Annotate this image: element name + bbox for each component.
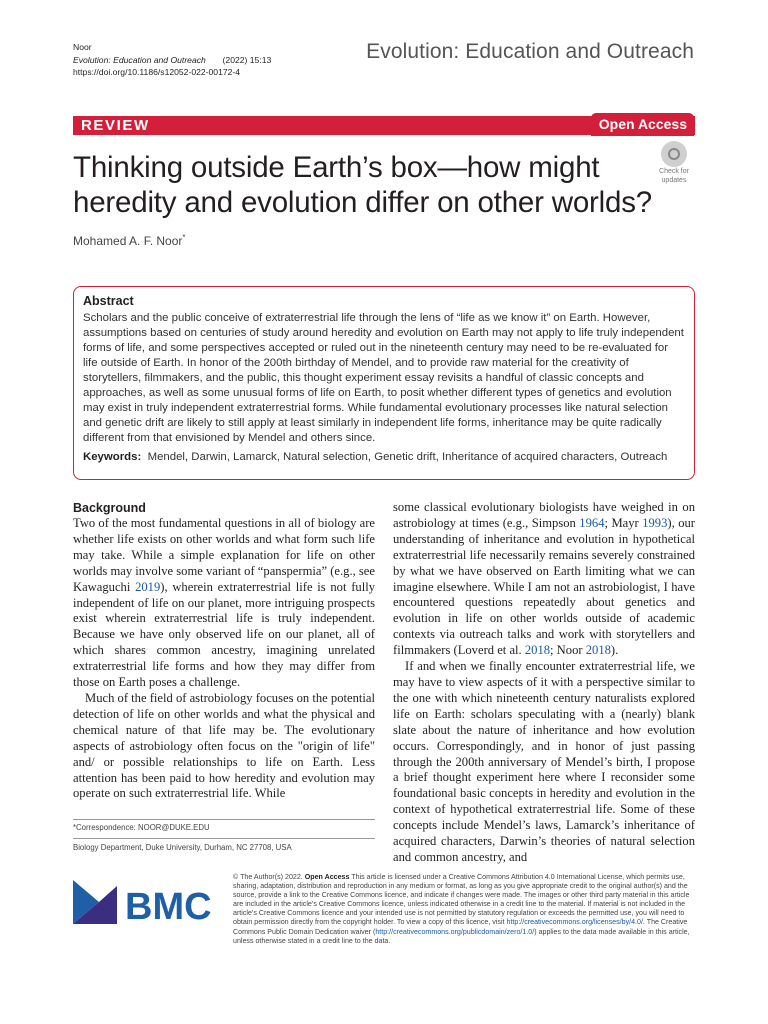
body-column-left [73,500,375,802]
citation-link[interactable]: 1964 [579,515,605,530]
journal-title: Evolution: Education and Outreach [366,40,694,63]
bmc-logo-text: BMC [125,886,212,928]
citation-link[interactable]: 2019 [135,579,161,594]
check-updates-icon [661,141,687,167]
paragraph: some classical evolutionary biologists have weighed in on astrobiology at times (e.g., Simpson 1964; Mayr 1993), our understanding of inheritance and evolution in hypothetical extraterrestrial life necessarily remains severely constrained by what we have observed on Earth limiting what we can imagine elsewhere. While I am not an astrobiologist, I have encountered questions repeatedly about genetics and evolution in life on other worlds outside of academic contexts via outreach talks and work with storytellers and filmmakers (Loverd et al. 2018; Noor 2018). [393,500,695,658]
author-line [73,233,186,248]
correspondence-note: *Correspondence: NOOR@DUKE.EDU [73,823,210,832]
citation-line [73,54,271,67]
footnote-divider [73,838,375,839]
footnote-divider [73,819,375,820]
section-heading: Background [73,501,146,515]
citation-volume: (2022) 15:13 [222,54,272,65]
citation-journal: Evolution: Education and Outreach [73,54,206,65]
body-column-right [393,500,695,866]
public-domain-link[interactable]: http://creativecommons.org/publicdomain/zero/1.0/ [375,927,535,936]
open-access-badge: Open Access [591,113,694,136]
article-type-label: REVIEW [81,117,150,134]
citation-block [73,41,271,79]
affiliation-note: Biology Department, Duke University, Durham, NC 27708, USA [73,843,292,852]
license-text: © The Author(s) 2022. Open Access This article is licensed under a Creative Commons Attribution 4.0 International License, which permits use, sharing, adaptation, distribution and reproduction in any medium or format, as long as you give appropriate credit to the original author(s) and the source, provide a link to the Creative Commons licence, and indicate if changes were made. The images or other third party material in this article are included in the article’s Creative Commons licence, unless indicated otherwise in a credit line to the material. If material is not included in the article’s Creative Commons licence and your intended use is not permitted by statutory regulation or exceeds the permitted use, you will need to obtain permission directly from the copyright holder. To view a copy of this licence, visit http://creativecommons.org/licenses/by/4.0/. The Creative Commons Public Domain Dedication waiver (http://creativecommons.org/publicdomain/zero/1.0/) applies to the data made available in this article, unless otherwise stated in a credit line to the data. [233,873,690,945]
keywords-line [83,450,685,465]
paragraph: Much of the field of astrobiology focuses on the potential detection of life on other worlds and what the physical and chemical nature of that life may be. The evolutionary aspects of astrobiology often focus on the "origin of life" and/ or possible relationships to life on Earth. Less attention has been paid to how heredity and evolution may operate on such extraterrestrial life. While [73,690,375,801]
citation-link[interactable]: 1993 [642,515,668,530]
license-link[interactable]: http://creativecommons.org/licenses/by/4.0/ [506,918,643,927]
citation-link[interactable]: 2018 [524,643,551,658]
running-author: Noor [73,42,92,52]
paragraph: If and when we finally encounter extraterrestrial life, we may have to view aspects of it with a perspective similar to the one with which nineteenth century naturalists explored life on Earth: scholars speculating with a (nearly) blank slate about the nature of inheritance and how evolution occurs. Correspondingly, and in honor of just passing through the 200th anniversary of Mendel’s birth, I propose a brief thought experiment here where I reconsider some foundational basic concepts in heredity and evolution in the context of hypothetical extraterrestrial life. Some of these concepts include Mendel’s laws, Lamarck’s inheritance of acquired characters, Darwin’s theories of natural selection and common ancestry, and [393,659,695,864]
abstract-box [73,286,695,480]
bmc-logo [73,872,223,932]
article-title: Thinking outside Earth’s box—how might heredity and evolution differ on other worlds? [73,151,652,219]
keywords-label: Keywords: [83,451,142,463]
check-updates-line1: Check for [659,168,689,175]
keywords-list: Mendel, Darwin, Lamarck, Natural selection, Genetic drift, Inheritance of acquired characters, Outreach [147,451,668,463]
doi-link[interactable]: https://doi.org/10.1186/s12052-022-00172-4 [73,67,241,77]
paragraph: Two of the most fundamental questions in all of biology are whether life exists on other worlds and what form such life may take. While a simple explanation for life on other worlds may involve some variant of “panspermia” (e.g., see Kawaguchi 2019), wherein extraterrestrial life is not fully independent of life on our planet, more intriguing prospects exist wherein extraterrestrial life is truly independent. Because we have only observed life on our planet, all of which shares common ancestry, imagining unrelated extraterrestrial life forms and how they may differ from those on Earth poses a challenge. [73,516,375,690]
abstract-text: Scholars and the public conceive of extraterrestrial life through the lens of “life as we know it” on Earth. However, assumptions based on centuries of study around heredity and evolution on Earth may not apply to life truly independent forms of life, and some perspectives accepted or ruled out in the nineteenth century may need to be re-evaluated for life outside of Earth. In honor of the 200th birthday of Mendel, and to provide raw material for the creativity of storytellers, filmmakers, and the public, this thought experiment essay revisits a handful of classic concepts and approaches, as well as some unusual forms of life on Earth, to posit whether different types of genetics and evolution may exist in truly independent extraterrestrial forms. While fundamental evolutionary processes like natural selection and genetic drift are likely to still apply at least similarly in independent life forms, inheritance may be quite radically different from that envisioned by Mendel and others since. [83,312,684,444]
bmc-logo-graphic [73,872,223,932]
author-name[interactable]: Mohamed A. F. Noor [73,234,183,248]
check-updates-line2: updates [661,176,687,184]
author-mark: * [182,233,186,242]
abstract-heading: Abstract [83,294,134,308]
check-for-updates-button[interactable] [653,141,695,184]
open-access-label: Open Access [304,873,350,881]
citation-link[interactable]: 2018 [585,643,611,658]
